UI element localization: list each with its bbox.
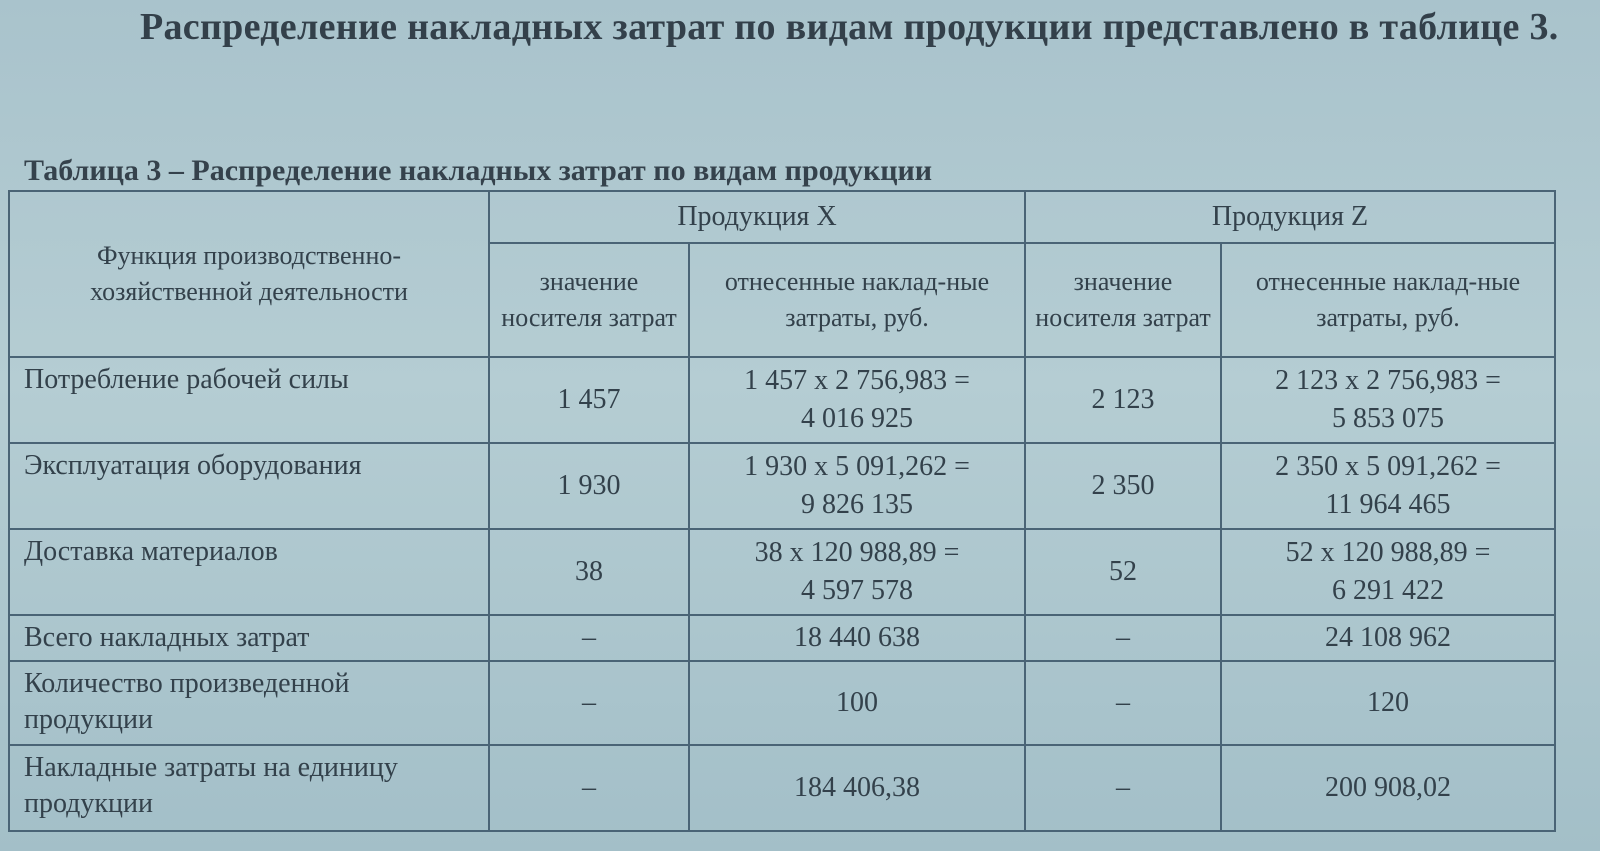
z-result: 5 853 075 — [1332, 403, 1444, 434]
header-x-allocated-costs: отнесенные наклад-ные затраты, руб. — [689, 243, 1025, 357]
z-carrier-cell: – — [1025, 745, 1221, 831]
z-carrier-cell: 2 123 — [1025, 357, 1221, 443]
z-allocated-cell — [1221, 357, 1555, 443]
header-product-x: Продукция X — [489, 191, 1025, 243]
x-formula: 38 x 120 988,89 = — [754, 537, 960, 568]
z-total-value: 24 108 962 — [1221, 615, 1555, 661]
x-carrier-cell: 38 — [489, 529, 689, 615]
row-label: Всего накладных затрат — [9, 615, 489, 661]
z-carrier-cell: – — [1025, 615, 1221, 661]
z-allocated-cell — [1221, 443, 1555, 529]
x-formula: 1 930 x 5 091,262 = — [744, 451, 970, 482]
intro-paragraph — [22, 2, 1562, 52]
z-formula: 52 x 120 988,89 = — [1285, 537, 1491, 568]
x-allocated-cell — [689, 357, 1025, 443]
z-result: 11 964 465 — [1325, 489, 1451, 520]
z-formula: 2 350 x 5 091,262 = — [1275, 451, 1501, 482]
z-quantity-value: 120 — [1221, 661, 1555, 745]
intro-paragraph-text: Распределение накладных затрат по видам продукции представлено в таблице 3. — [140, 6, 1559, 48]
z-carrier-cell: 52 — [1025, 529, 1221, 615]
x-total-value: 18 440 638 — [689, 615, 1025, 661]
x-carrier-cell: – — [489, 615, 689, 661]
table-row — [9, 357, 1555, 443]
x-allocated-cell — [689, 529, 1025, 615]
x-formula: 1 457 x 2 756,983 = — [744, 365, 970, 396]
x-allocated-cell — [689, 443, 1025, 529]
header-product-z: Продукция Z — [1025, 191, 1555, 243]
table-header-row-groups — [9, 191, 1555, 243]
table-caption: Таблица 3 – Распределение накладных затрат по видам продукции — [24, 154, 933, 187]
row-label: Потребление рабочей силы — [9, 357, 489, 443]
x-per-unit-value: 184 406,38 — [689, 745, 1025, 831]
x-carrier-cell: 1 930 — [489, 443, 689, 529]
x-carrier-cell: – — [489, 661, 689, 745]
table-row-per-unit — [9, 745, 1555, 831]
z-carrier-cell: 2 350 — [1025, 443, 1221, 529]
x-carrier-cell: 1 457 — [489, 357, 689, 443]
table-row — [9, 529, 1555, 615]
z-carrier-cell: – — [1025, 661, 1221, 745]
z-per-unit-value: 200 908,02 — [1221, 745, 1555, 831]
table-row-quantity — [9, 661, 1555, 745]
header-z-allocated-costs: отнесенные наклад-ные затраты, руб. — [1221, 243, 1555, 357]
x-result: 4 597 578 — [801, 575, 913, 606]
table-row — [9, 443, 1555, 529]
x-carrier-cell: – — [489, 745, 689, 831]
z-allocated-cell — [1221, 529, 1555, 615]
row-label: Эксплуатация оборудования — [9, 443, 489, 529]
x-result: 4 016 925 — [801, 403, 913, 434]
header-function-column: Функция производственно-хозяйственной деятельности — [9, 191, 489, 357]
z-result: 6 291 422 — [1332, 575, 1444, 606]
overhead-allocation-table — [8, 190, 1556, 832]
z-formula: 2 123 x 2 756,983 = — [1275, 365, 1501, 396]
row-label: Количество произведенной продукции — [9, 661, 489, 745]
header-x-carrier-value: значение носителя затрат — [489, 243, 689, 357]
table-row-total — [9, 615, 1555, 661]
row-label: Накладные затраты на единицу продукции — [9, 745, 489, 831]
header-z-carrier-value: значение носителя затрат — [1025, 243, 1221, 357]
x-quantity-value: 100 — [689, 661, 1025, 745]
row-label: Доставка материалов — [9, 529, 489, 615]
x-result: 9 826 135 — [801, 489, 913, 520]
